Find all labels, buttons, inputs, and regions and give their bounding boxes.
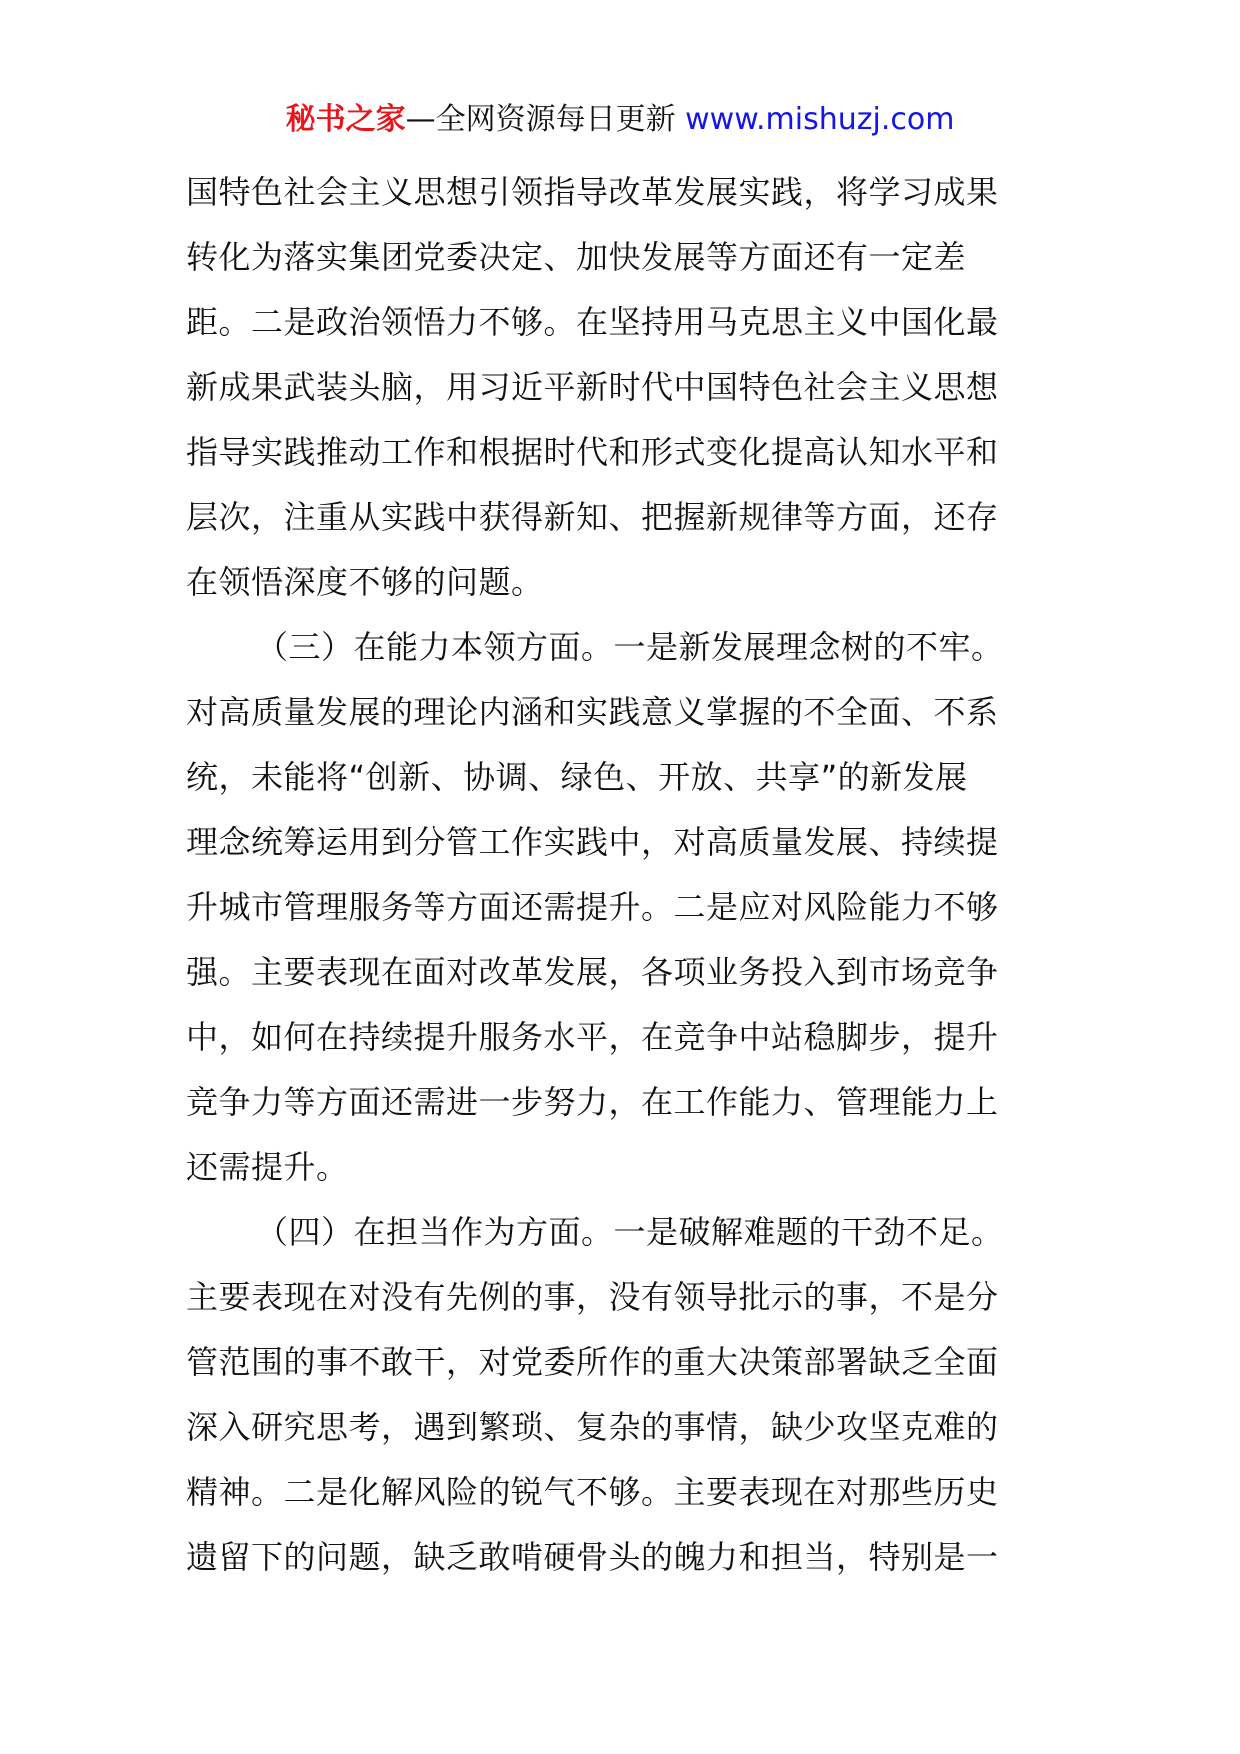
text-line: 竞争力等方面还需进一步努力，在工作能力、管理能力上	[186, 1083, 999, 1121]
text-line: 新成果武装头脑，用习近平新时代中国特色社会主义思想	[186, 368, 999, 406]
text-line: 指导实践推动工作和根据时代和形式变化提高认知水平和	[186, 433, 999, 471]
text-line: 管范围的事不敢干，对党委所作的重大决策部署缺乏全面	[186, 1343, 999, 1381]
header-slogan: —全网资源每日更新	[405, 102, 676, 137]
page-header	[0, 100, 1240, 140]
text-line: 统，未能将“创新、协调、绿色、开放、共享”的新发展	[186, 758, 968, 796]
text-line: 在领悟深度不够的问题。	[186, 563, 544, 601]
text-line: 精神。二是化解风险的锐气不够。主要表现在对那些历史	[186, 1473, 999, 1511]
text-line: 距。二是政治领悟力不够。在坚持用马克思主义中国化最	[186, 303, 999, 341]
text-line: 强。主要表现在面对改革发展，各项业务投入到市场竞争	[186, 953, 999, 991]
header-site-link[interactable]: www.mishuzj.com	[685, 102, 955, 137]
text-line: 对高质量发展的理论内涵和实践意义掌握的不全面、不系	[186, 693, 999, 731]
text-line: 层次，注重从实践中获得新知、把握新规律等方面，还存	[186, 498, 999, 536]
text-line: 主要表现在对没有先例的事，没有领导批示的事，不是分	[186, 1278, 999, 1316]
header-brand: 秘书之家	[285, 102, 406, 137]
text-line: 国特色社会主义思想引领指导改革发展实践，将学习成果	[186, 173, 999, 211]
paragraph-heading-line: （四）在担当作为方面。一是破解难题的干劲不足。	[256, 1213, 1004, 1251]
text-line: 还需提升。	[186, 1148, 349, 1186]
text-line: 升城市管理服务等方面还需提升。二是应对风险能力不够	[186, 888, 999, 926]
text-line: 理念统筹运用到分管工作实践中，对高质量发展、持续提	[186, 823, 999, 861]
text-line: 深入研究思考，遇到繁琐、复杂的事情，缺少攻坚克难的	[186, 1408, 999, 1446]
text-line: 转化为落实集团党委决定、加快发展等方面还有一定差	[186, 238, 967, 276]
text-line: 中，如何在持续提升服务水平，在竞争中站稳脚步，提升	[186, 1018, 999, 1056]
paragraph-heading-line: （三）在能力本领方面。一是新发展理念树的不牢。	[256, 628, 1004, 666]
text-line: 遗留下的问题，缺乏敢啃硬骨头的魄力和担当，特别是一	[186, 1538, 999, 1576]
document-body	[186, 160, 1056, 1590]
